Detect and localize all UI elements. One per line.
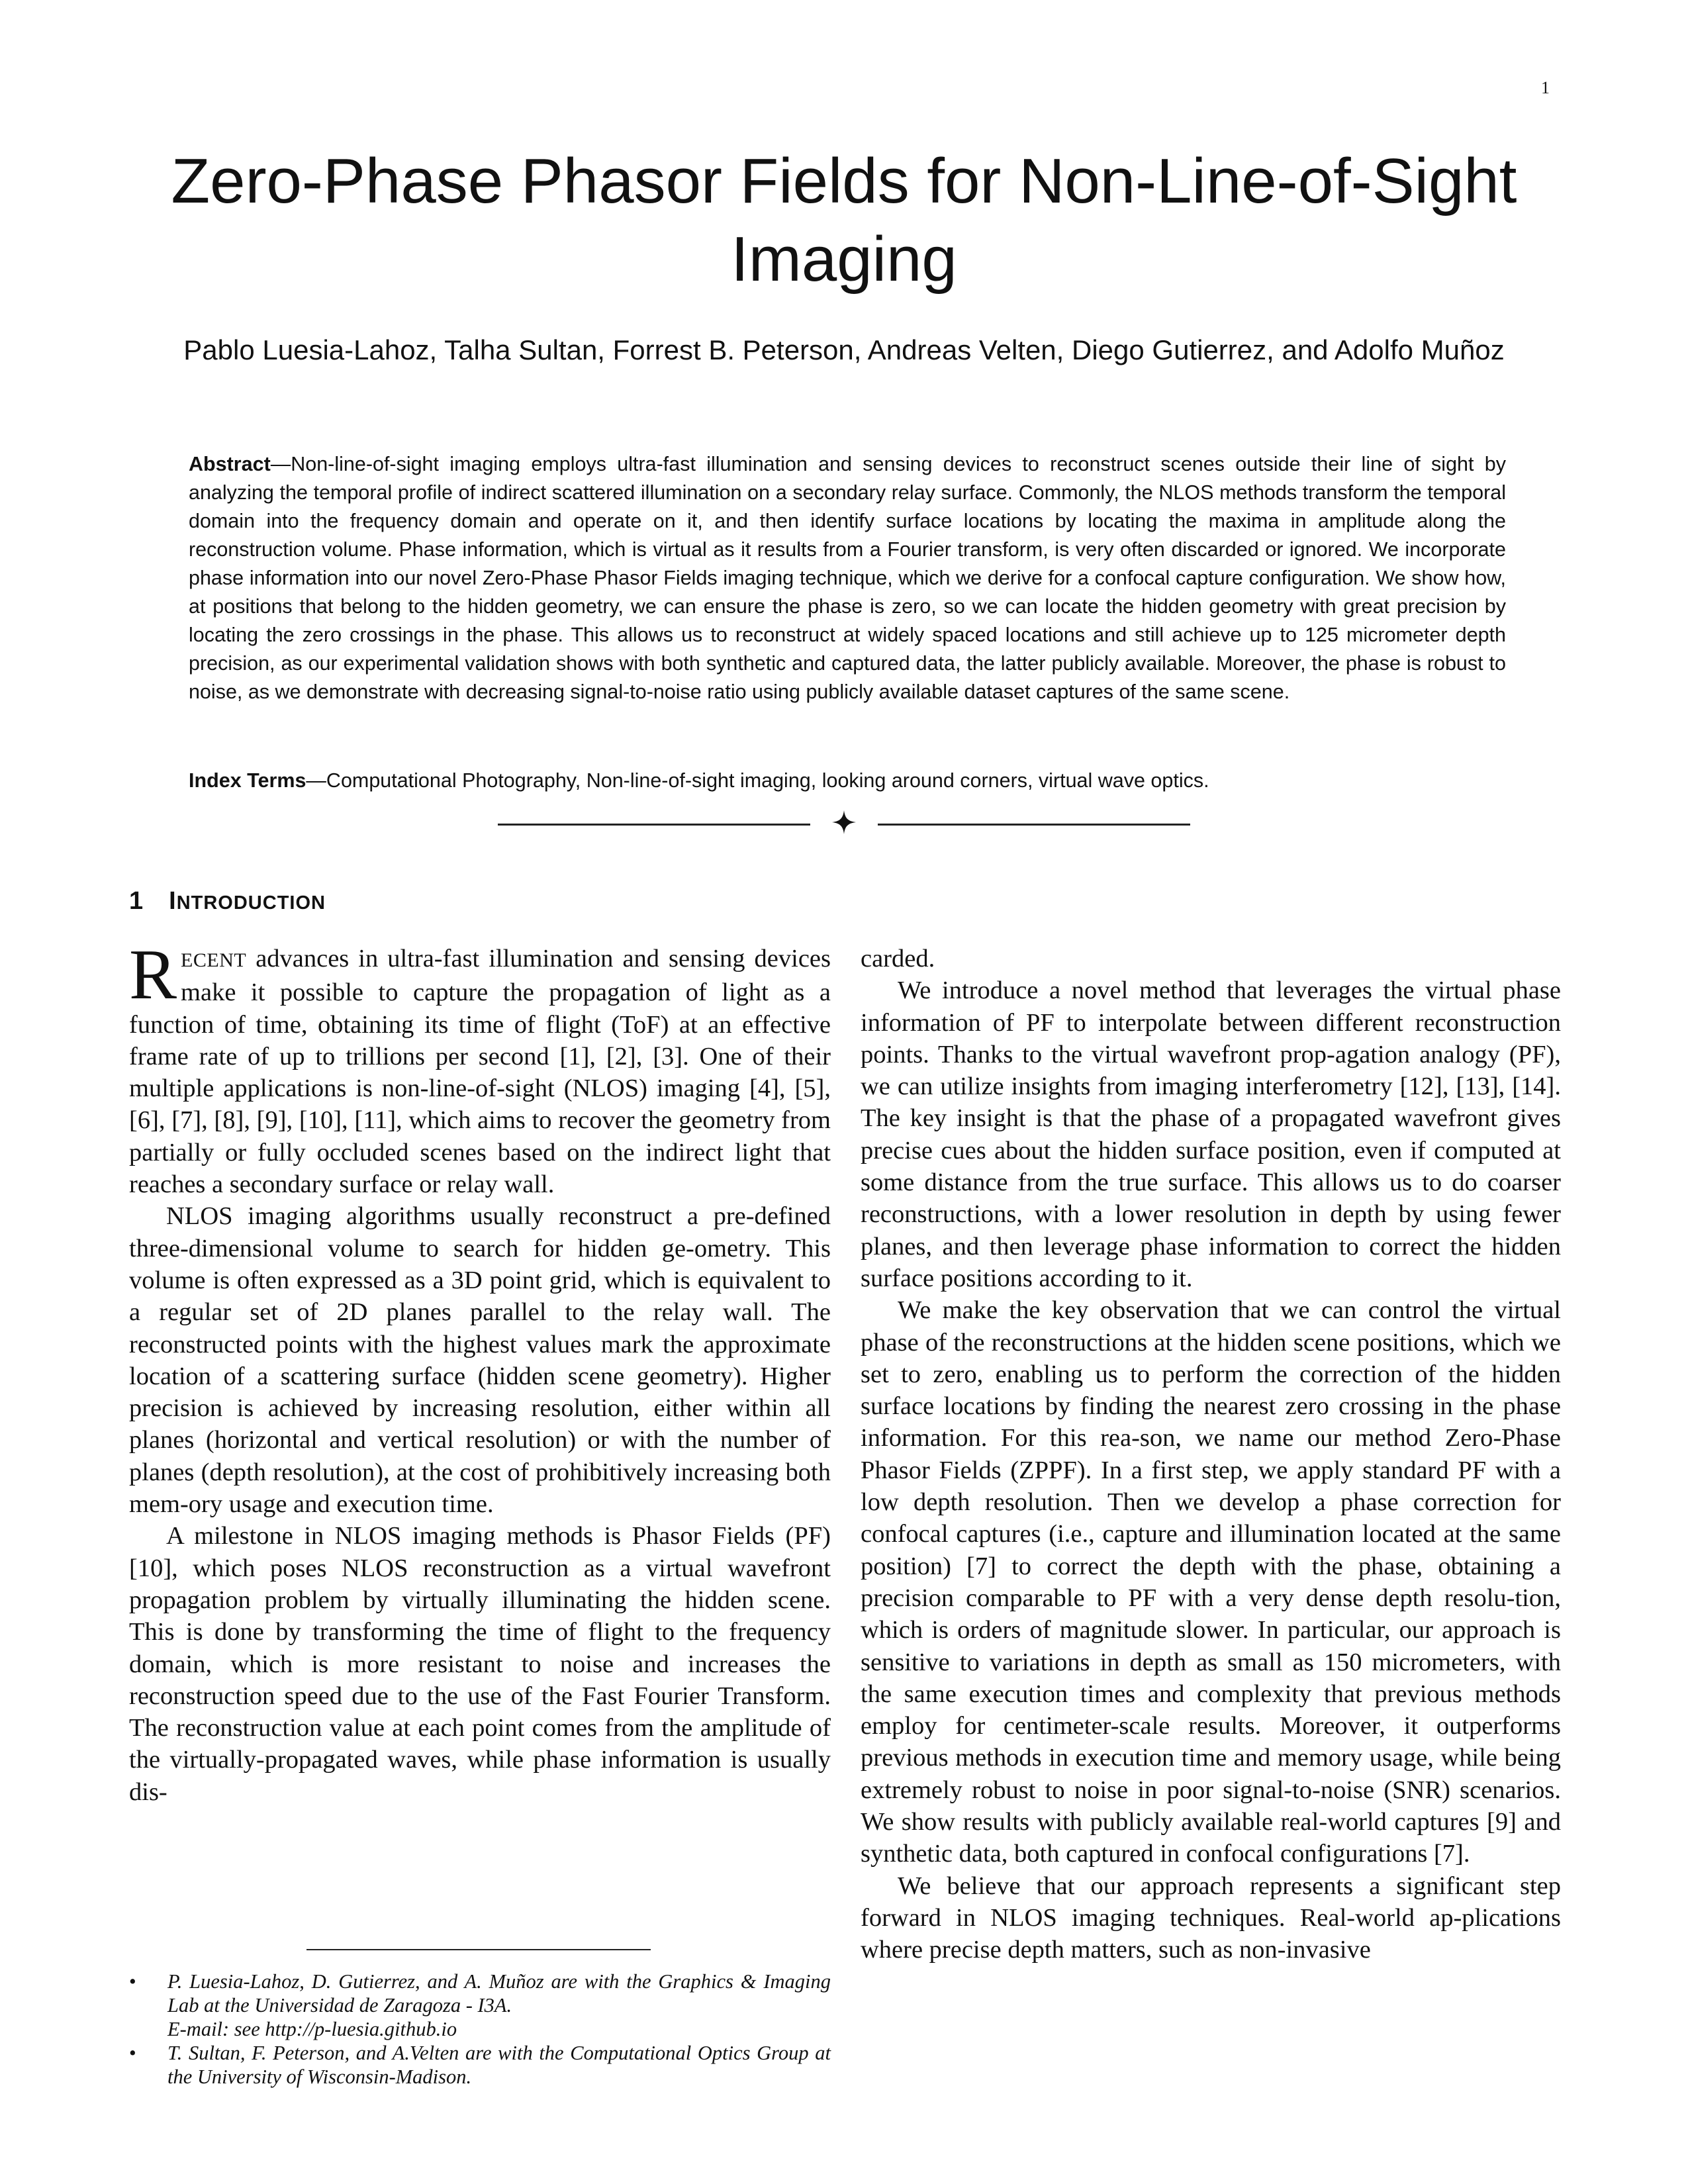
four-point-star-icon xyxy=(832,810,856,834)
footnote-item xyxy=(129,2041,831,2089)
footnote-text: P. Luesia-Lahoz, D. Gutierrez, and A. Muñoz are with the Graphics & Imaging Lab at the Universidad de Zaragoza - I3A. xyxy=(167,1970,831,2017)
section-heading xyxy=(129,887,326,916)
section-title-initial: I xyxy=(169,887,177,915)
abstract xyxy=(189,450,1506,706)
index-terms xyxy=(189,767,1506,795)
page-number: 1 xyxy=(1541,78,1550,97)
divider-rule-right xyxy=(878,824,1190,826)
abstract-text: —Non-line-of-sight imaging employs ultra-fast illumination and sensing devices to reconstruct scenes outside their line of sight by analyzing the temporal profile of indirect scattered illumination on a secondary relay surface. Commonly, the NLOS methods transform the temporal domain into the frequency domain and operate on it, and then identify surface locations by locating the maxima in amplitude along the reconstruction volume. Phase information, which is virtual as it results from a Fourier transform, is very often discarded or ignored. We incorporate phase information into our novel Zero-Phase Phasor Fields imaging technique, which we derive for a confocal capture configuration. We show how, at positions that belong to the hidden geometry, we can ensure the phase is zero, so we can locate the hidden geometry with great precision by locating the zero crossings in the phase. This allows us to reconstruct at widely spaced locations and still achieve up to 125 micrometer depth precision, as our experimental validation shows with both synthetic and captured data, the latter publicly available. Moreover, the phase is robust to noise, as we demonstrate with decreasing signal-to-noise ratio using publicly available dataset captures of the same scene. xyxy=(189,453,1506,703)
index-terms-label: Index Terms xyxy=(189,769,306,792)
index-terms-text: —Computational Photography, Non-line-of-sight imaging, looking around corners, virtual wave optics. xyxy=(306,769,1209,792)
section-title-rest: NTRODUCTION xyxy=(176,892,326,914)
paper-title: Zero-Phase Phasor Fields for Non-Line-of-Sight Imaging xyxy=(171,146,1517,295)
footnote-rule xyxy=(306,1949,651,1950)
footnote-email: E-mail: see http://p-luesia.github.io xyxy=(167,2018,457,2040)
body-column-left xyxy=(129,935,831,1808)
footnote-item xyxy=(129,1970,831,2041)
abstract-label: Abstract xyxy=(189,453,271,475)
paragraph: A milestone in NLOS imaging methods is Phasor Fields (PF) [10], which poses NLOS reconstruction as a virtual wavefront propagation problem by virtually illuminating the hidden scene. This is done by transforming the time of flight to the frequency domain, which is more resistant to noise and increases the reconstruction speed due to the use of the Fast Fourier Transform. The reconstruction value at each point comes from the amplitude of the virtually-propagated waves, while phase information is usually dis- xyxy=(129,1522,831,1806)
paragraph: We make the key observation that we can control the virtual phase of the reconstructions at the hidden scene positions, which we set to zero, enabling us to perform the correction of the hidden surface locations by finding the nearest zero crossing in the phase information. For this rea-son, we name our method Zero-Phase Phasor Fields (ZPPF). In a first step, we apply standard PF with a low depth resolution. Then we develop a phase correction for confocal captures (i.e., capture and illumination located at the same position) [7] to correct the depth with the phase, obtaining a precision comparable to PF with a very dense depth resolu-tion, which is orders of magnitude slower. In particular, our approach is sensitive to variations in depth as small as 150 micrometers, with the same execution times and complexity that previous methods employ for centimeter-scale results. Moreover, it outperforms previous methods in execution time and memory usage, while being extremely robust to noise in poor signal-to-noise (SNR) scenarios. We show results with publicly available real-world captures [9] and synthetic data, both captured in confocal configurations [7]. xyxy=(861,1296,1561,1868)
footnote-text: T. Sultan, F. Peterson, and A.Velten are with the Computational Optics Group at the University of Wisconsin-Madison. xyxy=(167,2042,831,2088)
paragraph: We believe that our approach represents a significant step forward in NLOS imaging techniques. Real-world ap-plications where precise depth matters, such as non-invasive xyxy=(861,1872,1561,1964)
drop-cap: R xyxy=(129,935,177,1014)
paragraph: carded. xyxy=(861,945,935,973)
paragraph-text: advances in ultra-fast illumination and sensing devices make it possible to capture the propagation of light as a function of time, obtaining its time of flight (ToF) at an effective frame rate of up to trillions per second [1], [2], [3]. One of their multiple applications is non-line-of-sight (NLOS) imaging [4], [5], [6], [7], [8], [9], [10], [11], which aims to recover the geometry from partially or fully occluded scenes based on the indirect light that reaches a secondary surface or relay wall. xyxy=(129,945,831,1199)
divider-rule-left xyxy=(498,824,810,826)
body-column-right xyxy=(861,943,1561,1966)
author-list: Pablo Luesia-Lahoz, Talha Sultan, Forrest B. Peterson, Andreas Velten, Diego Gutierrez, and Adolfo Muñoz xyxy=(183,334,1505,365)
paragraph: We introduce a novel method that leverages the virtual phase information of PF to interpolate between different reconstruction points. Thanks to the virtual wavefront prop-agation analogy (PF), we can utilize insights from imaging interferometry [12], [13], [14]. The key insight is that the phase of a propagated wavefront gives precise cues about the hidden surface position, even if computed at some distance from the true surface. This allows us to do coarser reconstructions, with a lower resolution in depth by using fewer planes, and then leverage phase information to correct the hidden surface positions according to it. xyxy=(861,976,1561,1292)
paragraph: NLOS imaging algorithms usually reconstruct a pre-defined three-dimensional volume to search for hidden ge-ometry. This volume is often expressed as a 3D point grid, which is equivalent to a regular set of 2D planes parallel to the relay wall. The reconstructed points with the highest values mark the approximate location of a scattering surface (hidden scene geometry). Higher precision is achieved by increasing resolution, either within all planes (horizontal and vertical resolution) or with the number of planes (depth resolution), at the cost of prohibitively increasing both mem-ory usage and execution time. xyxy=(129,1202,831,1519)
section-number: 1 xyxy=(129,887,144,915)
small-caps-lead: ECENT xyxy=(181,949,247,971)
bullet-icon: • xyxy=(129,1970,136,1993)
paragraph xyxy=(129,935,831,1200)
affiliation-footnotes xyxy=(129,1970,831,2089)
bullet-icon: • xyxy=(129,2042,136,2064)
section-divider xyxy=(498,814,1190,834)
